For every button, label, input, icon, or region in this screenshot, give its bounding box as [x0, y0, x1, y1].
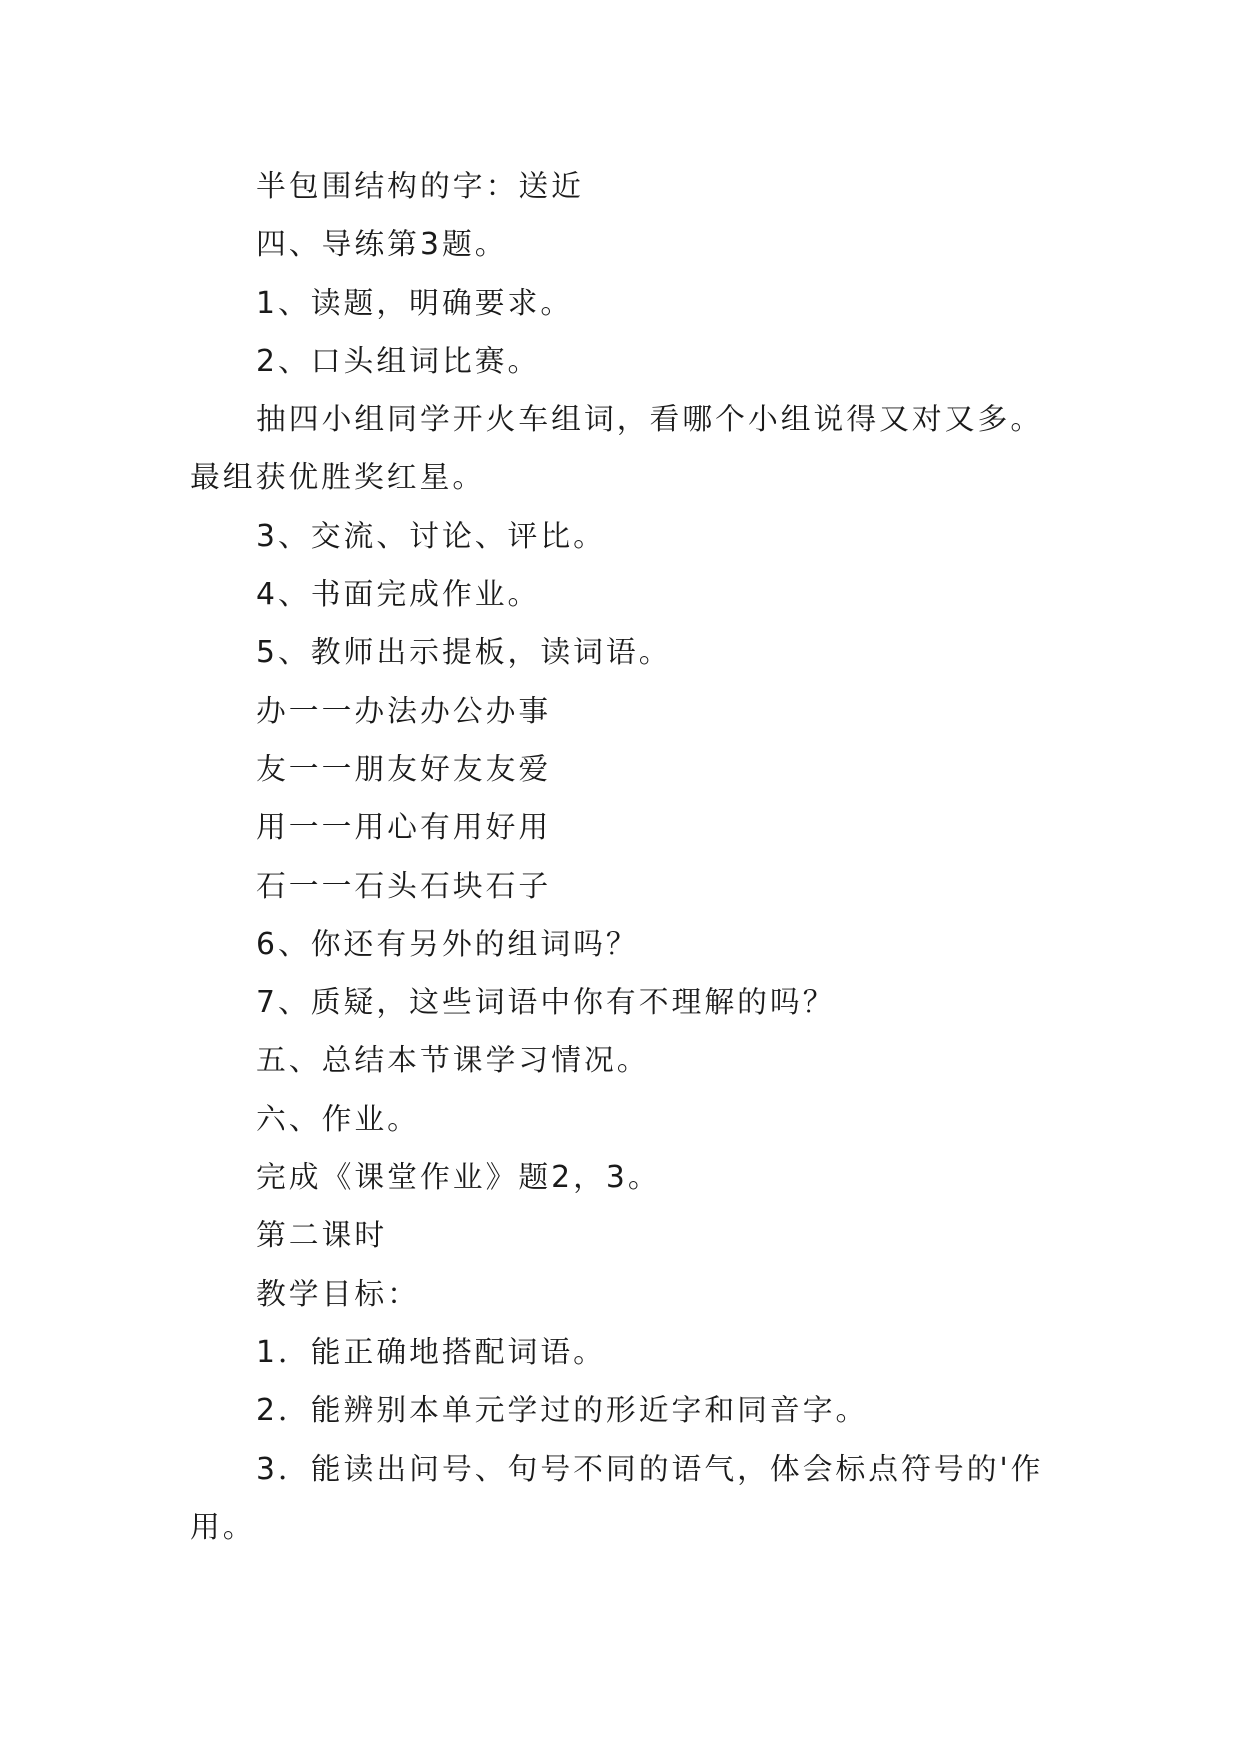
text-line: 抽四小组同学开火车组词，看哪个小组说得又对又多。 [256, 402, 1044, 438]
document-body [190, 158, 1090, 1557]
section-heading: 五、总结本节课学习情况。 [256, 1043, 650, 1079]
text-line: 完成《课堂作业》题2，3。 [256, 1160, 661, 1196]
objective-item: 2．能辨别本单元学过的形近字和同音字。 [256, 1393, 869, 1429]
text-line: 7、质疑，这些词语中你有不理解的吗？ [256, 985, 836, 1021]
text-line: 半包围结构的字：送近 [256, 169, 584, 204]
text-line: 6、你还有另外的组词吗？ [256, 926, 639, 962]
word-group-line: 办一一办法办公办事 [256, 693, 552, 729]
text-line-continuation: 用。 [190, 1509, 256, 1545]
word-group-line: 用一一用心有用好用 [256, 810, 552, 846]
objective-item: 3．能读出问号、句号不同的语气，体会标点符号的'作 [256, 1451, 1044, 1487]
text-line: 3、交流、讨论、评比。 [256, 518, 606, 554]
text-line: 4、书面完成作业。 [256, 577, 541, 613]
word-group-line: 石一一石头石块石子 [256, 868, 552, 904]
text-line-continuation: 最组获优胜奖红星。 [190, 460, 486, 496]
text-line: 1、读题，明确要求。 [256, 285, 574, 321]
word-group-line: 友一一朋友好友友爱 [256, 751, 552, 787]
text-line: 5、教师出示提板，读词语。 [256, 635, 672, 671]
section-heading: 六、作业。 [256, 1101, 420, 1137]
objective-item: 1．能正确地搭配词语。 [256, 1334, 606, 1370]
section-heading: 四、导练第3题。 [256, 227, 508, 263]
lesson-heading: 第二课时 [256, 1218, 388, 1254]
objectives-heading: 教学目标： [256, 1276, 420, 1312]
text-line: 2、口头组词比赛。 [256, 343, 541, 379]
